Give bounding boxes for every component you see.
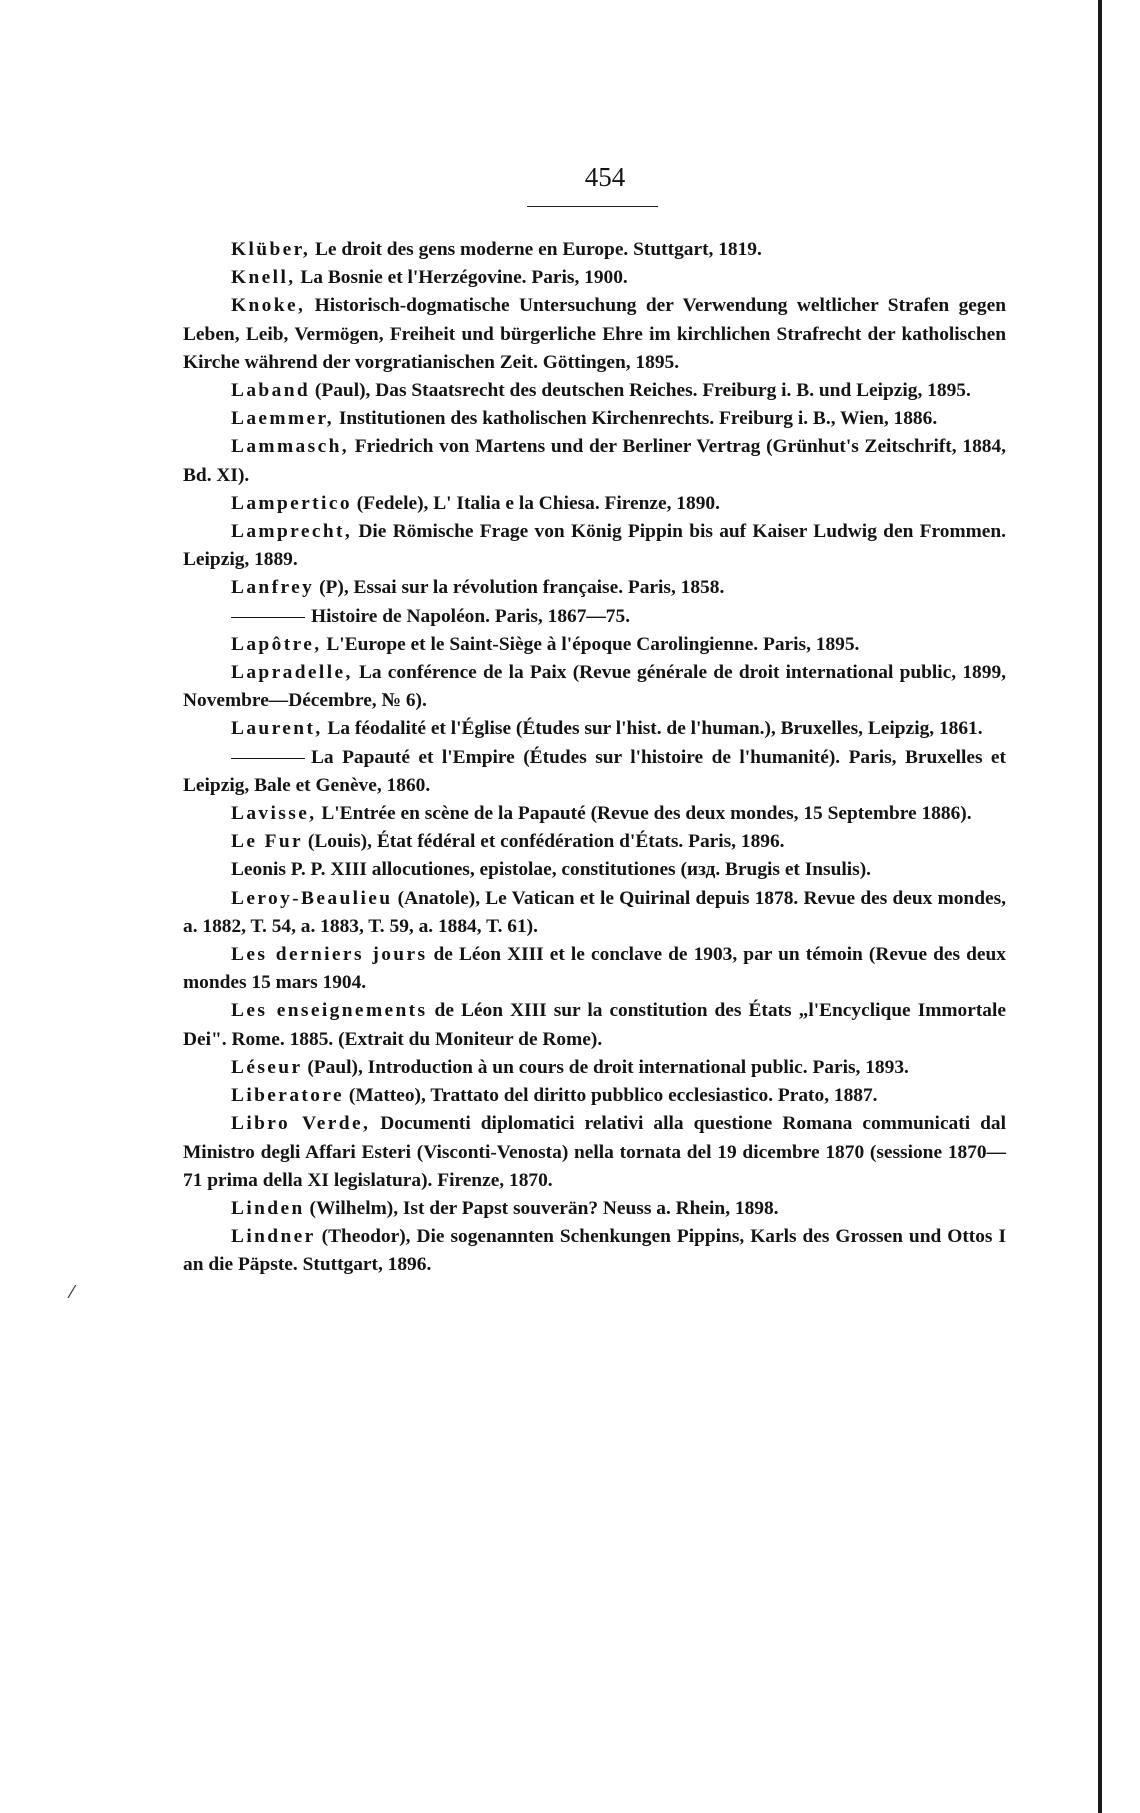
bibliography-entry: [183, 236, 1006, 264]
bibliography-entry: [183, 1054, 1006, 1082]
entry-author: Leroy-Beaulieu: [231, 887, 393, 909]
entry-author: Lamprecht,: [231, 521, 353, 543]
bibliography-entry: [183, 631, 1006, 659]
bibliography-entry: [183, 659, 1006, 715]
bibliography-entry: [183, 518, 1006, 574]
bibliography-entry: [183, 1223, 1006, 1279]
bibliography-entry: [183, 292, 1006, 377]
entry-text: (Louis), État fédéral et confédération d'États. Paris, 1896.: [303, 831, 785, 853]
ditto-dash: [231, 617, 305, 618]
page-edge-line: [1098, 0, 1102, 1813]
header-rule: [527, 206, 658, 207]
entry-text: Institutionen des katholischen Kirchenrechts. Freiburg i. B., Wien, 1886.: [334, 408, 938, 430]
entry-author: Lapradelle,: [231, 662, 353, 684]
entry-author: Lammasch,: [231, 436, 350, 458]
entry-author: Léseur: [231, 1056, 303, 1078]
bibliography-entry: [183, 941, 1006, 997]
bibliography-entry: [183, 1082, 1006, 1110]
bibliography-entry: [183, 405, 1006, 433]
bibliography-entry: [183, 800, 1006, 828]
entry-text: (Fedele), L' Italia e la Chiesa. Firenze, 1890.: [351, 492, 720, 514]
page-number: 454: [584, 162, 626, 192]
entry-text: Documenti diplomatici relativi alla questione Romana communicati dal Ministro degli Affari Esteri (Visconti-Venosta) nella tornata del 19 dicembre 1870 (sessione 1870—71 prima della XI legislatura). Firenze, 1870.: [183, 1113, 1006, 1191]
entry-text: (Paul), Introduction à un cours de droit international public. Paris, 1893.: [302, 1056, 909, 1078]
entry-author: Laband: [231, 380, 311, 402]
entry-text: (P), Essai sur la révolution française. Paris, 1858.: [314, 577, 725, 599]
entry-text: (Theodor), Die sogenannten Schenkungen Pippins, Karls des Grossen und Ottos I an die Päpste. Stuttgart, 1896.: [183, 1226, 1006, 1276]
entry-text: L'Europe et le Saint-Siège à l'époque Carolingienne. Paris, 1895.: [321, 633, 860, 655]
entry-text: de Léon XIII sur la constitution des États „l'Encyclique Immortale Dei". Rome. 1885. (Extrait du Moniteur de Rome).: [183, 1000, 1006, 1050]
bibliography-entry: [183, 603, 1006, 631]
bibliography-entry: [183, 997, 1006, 1053]
entry-author: Libro Verde,: [231, 1113, 371, 1135]
bibliography-entry: [183, 490, 1006, 518]
entry-text: L'Entrée en scène de la Papauté (Revue des deux mondes, 15 Septembre 1886).: [316, 803, 972, 825]
entry-text: Friedrich von Martens und der Berliner Vertrag (Grünhut's Zeitschrift, 1884, Bd. XI).: [183, 436, 1006, 486]
entry-author: Les derniers jours: [231, 944, 428, 966]
bibliography-entry: [183, 433, 1006, 489]
entry-author: Le Fur: [231, 831, 304, 853]
ditto-dash: [231, 758, 305, 759]
margin-mark: ⁄: [71, 1282, 75, 1302]
bibliography-entry: [183, 885, 1006, 941]
entry-text: La féodalité et l'Église (Études sur l'hist. de l'human.), Bruxelles, Leipzig, 1861.: [322, 718, 983, 740]
entry-text: La conférence de la Paix (Revue générale de droit international public, 1899, Novembre—Décembre, № 6).: [183, 662, 1006, 712]
entry-text: (Wilhelm), Ist der Papst souverän? Neuss a. Rhein, 1898.: [304, 1197, 779, 1219]
entry-text: Historisch-dogmatische Untersuchung der Verwendung weltlicher Strafen gegen Leben, Leib, Vermögen, Freiheit und bürgerliche Ehre im kirchlichen Strafrecht der katholischen Kirche während der vorgratianischen Zeit. Göttingen, 1895.: [183, 295, 1006, 373]
entry-text: La Bosnie et l'Herzégovine. Paris, 1900.: [295, 267, 628, 289]
entry-author: Knell,: [231, 267, 296, 289]
entry-author: Liberatore: [231, 1085, 345, 1107]
bibliography-entry: [183, 828, 1006, 856]
entry-text: Le droit des gens moderne en Europe. Stuttgart, 1819.: [310, 239, 762, 260]
entry-text: de Léon XIII et le conclave de 1903, par un témoin (Revue des deux mondes 15 mars 1904.: [183, 944, 1007, 994]
bibliography-entry: [183, 744, 1006, 800]
entry-author: Linden: [231, 1197, 305, 1219]
entry-text: Die Römische Frage von König Pippin bis auf Kaiser Ludwig den Frommen. Leipzig, 1889.: [183, 521, 1006, 571]
entry-author: Klüber,: [231, 239, 311, 260]
bibliography-entry: [183, 377, 1006, 405]
bibliography-entry: [183, 574, 1006, 602]
entry-text: (Anatole), Le Vatican et le Quirinal depuis 1878. Revue des deux mondes, a. 1882, T. 54, a. 1883, T. 59, a. 1884, T. 61).: [183, 887, 1006, 937]
entry-author: Lanfrey: [231, 577, 315, 599]
entry-author: Knoke,: [231, 295, 306, 317]
bibliography-entry: [183, 1110, 1006, 1195]
entry-author: Les enseignements: [231, 1000, 428, 1022]
entry-text: (Matteo), Trattato del diritto pubblico ecclesiastico. Prato, 1887.: [344, 1085, 878, 1107]
entry-author: Lavisse,: [231, 803, 317, 825]
bibliography-entry: [183, 1195, 1006, 1223]
entry-text: Leonis P. P. XIII allocutiones, epistolae, constitutiones (изд. Brugis et Insulis).: [231, 859, 872, 881]
bibliography-entry: [183, 715, 1006, 743]
entry-author: Laemmer,: [231, 408, 335, 430]
bibliography-entry: [183, 856, 1006, 884]
entry-author: Lindner: [231, 1226, 316, 1248]
entry-text: La Papauté et l'Empire (Études sur l'histoire de l'humanité). Paris, Bruxelles et Leipzig, Bale et Genève, 1860.: [183, 746, 1006, 796]
entry-author: Lampertico: [231, 492, 352, 514]
bibliography-entry: [183, 264, 1006, 292]
bibliography-list: [183, 236, 1006, 1280]
entry-text: Histoire de Napoléon. Paris, 1867—75.: [311, 605, 631, 627]
entry-author: Lapôtre,: [231, 633, 322, 655]
entry-author: Laurent,: [231, 718, 323, 740]
entry-text: (Paul), Das Staatsrecht des deutschen Reiches. Freiburg i. B. und Leipzig, 1895.: [310, 380, 971, 402]
